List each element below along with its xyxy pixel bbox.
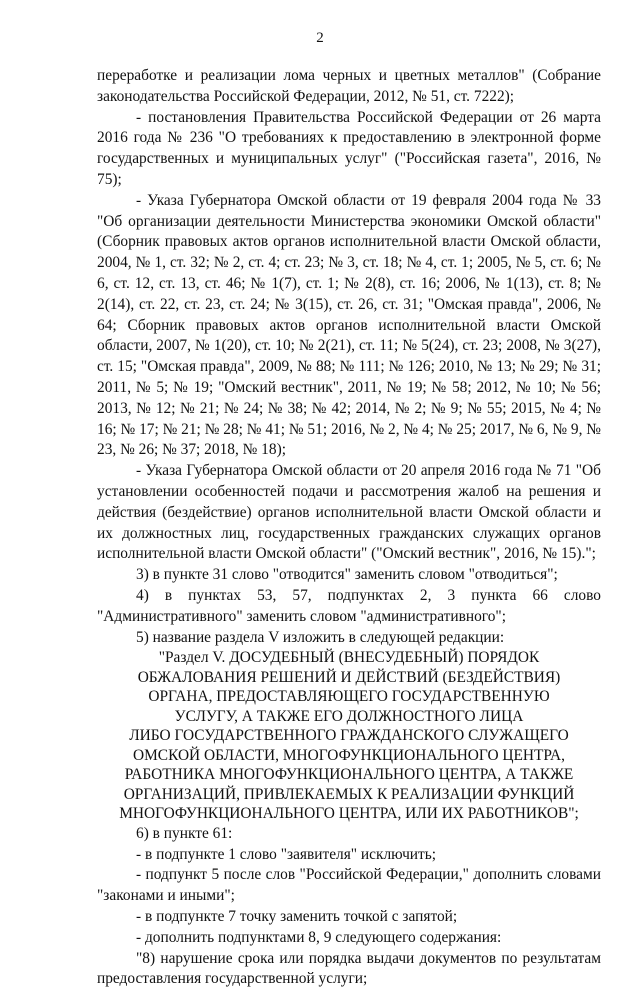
section-title-line: ОБЖАЛОВАНИЯ РЕШЕНИЙ И ДЕЙСТВИЙ (БЕЗДЕЙСТВИЯ) bbox=[137, 668, 561, 686]
paragraph-governor-decree-33: - Указа Губернатора Омской области от 19 февраля 2004 года № 33 "Об организации деятельности Министерства экономики Омской области" (Сборник правовых актов органов исполнительной власти Омской области, 2004, № 1, ст. 32; № 2, ст. 4; ст. 23; № 3, ст. 18; № 4, ст. 1; 2005, № 5, ст. 6; № 6, ст. 12, ст. 13, ст. 46; № 1(7), ст. 1; № 2(8), ст. 16; 2006, № 1(13), ст. 8; № 2(14), ст. 22, ст. 23, ст. 24; № 3(15), ст. 26, ст. 31; "Омская правда", 2006, № 64; Сборник правовых актов органов исполнительной власти Омской области, 2007, № 1(20), ст. 10; № 2(21), ст. 11; № 5(24), ст. 23; 2008, № 3(27), ст. 15; "Омская правда", 2009, № 88; № 111; № 126; 2010, № 13; № 29; № 31; 2011, № 5; № 19; "Омский вестник", 2011, № 19; № 58; 2012, № 10; № 56; 2013, № 12; № 21; № 24; № 38; № 42; 2014, № 2; № 9; № 55; 2015, № 4; № 16; № 17; № 21; № 28; № 41; № 51; 2016, № 2, № 4; № 25; 2017, № 6, № 9, № 23, № 26; № 37; 2018, № 18); bbox=[97, 191, 601, 459]
section-title-line: МНОГОФУНКЦИОНАЛЬНОГО ЦЕНТРА, ИЛИ ИХ РАБОТНИКОВ"; bbox=[119, 805, 579, 823]
paragraph-add-subitems: - дополнить подпунктами 8, 9 следующего содержания: bbox=[136, 928, 502, 946]
section-title-line: РАБОТНИКА МНОГОФУНКЦИОНАЛЬНОГО ЦЕНТРА, А ТАКЖЕ bbox=[124, 766, 574, 784]
section-title bbox=[97, 648, 601, 824]
section-title-line: ОРГАНИЗАЦИЙ, ПРИВЛЕКАЕМЫХ К РЕАЛИЗАЦИИ ФУНКЦИЙ bbox=[123, 785, 575, 803]
paragraph-subitem-5: - подпункт 5 после слов "Российской Федерации," дополнить словами "законами и иными"; bbox=[97, 866, 601, 905]
paragraph-subitem-7: - в подпункте 7 точку заменить точкой с запятой; bbox=[136, 908, 458, 925]
page-number: 2 bbox=[316, 30, 324, 46]
paragraph-item-4: 4) в пунктах 53, 57, подпунктах 2, 3 пункта 66 слово "Административного" заменить словом "административного"; bbox=[97, 586, 601, 625]
section-title-line: УСЛУГУ, А ТАКЖЕ ЕГО ДОЛЖНОСТНОГО ЛИЦА bbox=[174, 707, 524, 725]
paragraph-item-6: 6) в пункте 61: bbox=[136, 824, 233, 842]
document-body bbox=[97, 66, 601, 990]
paragraph-item-5: 5) название раздела V изложить в следующей редакции: bbox=[136, 628, 505, 646]
paragraph-item-3: 3) в пункте 31 слово "отводится" заменить словом "отводиться"; bbox=[136, 566, 558, 584]
section-title-line: ОМСКОЙ ОБЛАСТИ, МНОГОФУНКЦИОНАЛЬНОГО ЦЕНТРА, bbox=[133, 746, 565, 764]
paragraph-subitem-8: "8) нарушение срока или порядка выдачи документов по результатам предоставления государственной услуги; bbox=[97, 949, 601, 988]
paragraph-subitem-1: - в подпункте 1 слово "заявителя" исключить; bbox=[136, 845, 437, 863]
paragraph-government-decree: - постановления Правительства Российской Федерации от 26 марта 2016 года № 236 "О требованиях к предоставлению в электронной форме государственных и муниципальных услуг" ("Российская газета", 2016, № 75); bbox=[97, 108, 601, 188]
section-title-line: ОРГАНА, ПРЕДОСТАВЛЯЮЩЕГО ГОСУДАРСТВЕННУЮ bbox=[148, 688, 550, 706]
section-title-line: "Раздел V. ДОСУДЕБНЫЙ (ВНЕСУДЕБНЫЙ) ПОРЯДОК bbox=[158, 649, 540, 667]
section-title-line: ЛИБО ГОСУДАРСТВЕННОГО ГРАЖДАНСКОГО СЛУЖАЩЕГО bbox=[129, 727, 569, 745]
paragraph-governor-decree-71: - Указа Губернатора Омской области от 20 апреля 2016 года № 71 "Об установлении особенностей подачи и рассмотрения жалоб на решения и действия (бездействие) органов исполнительной власти Омской области и их должностных лиц, государственных гражданских служащих органов исполнительной власти Омской области" ("Омский вестник", 2016, № 15)."; bbox=[97, 462, 601, 563]
paragraph-continuation: переработке и реализации лома черных и цветных металлов" (Собрание законодательства Российской Федерации, 2012, № 51, ст. 7222); bbox=[97, 67, 601, 105]
